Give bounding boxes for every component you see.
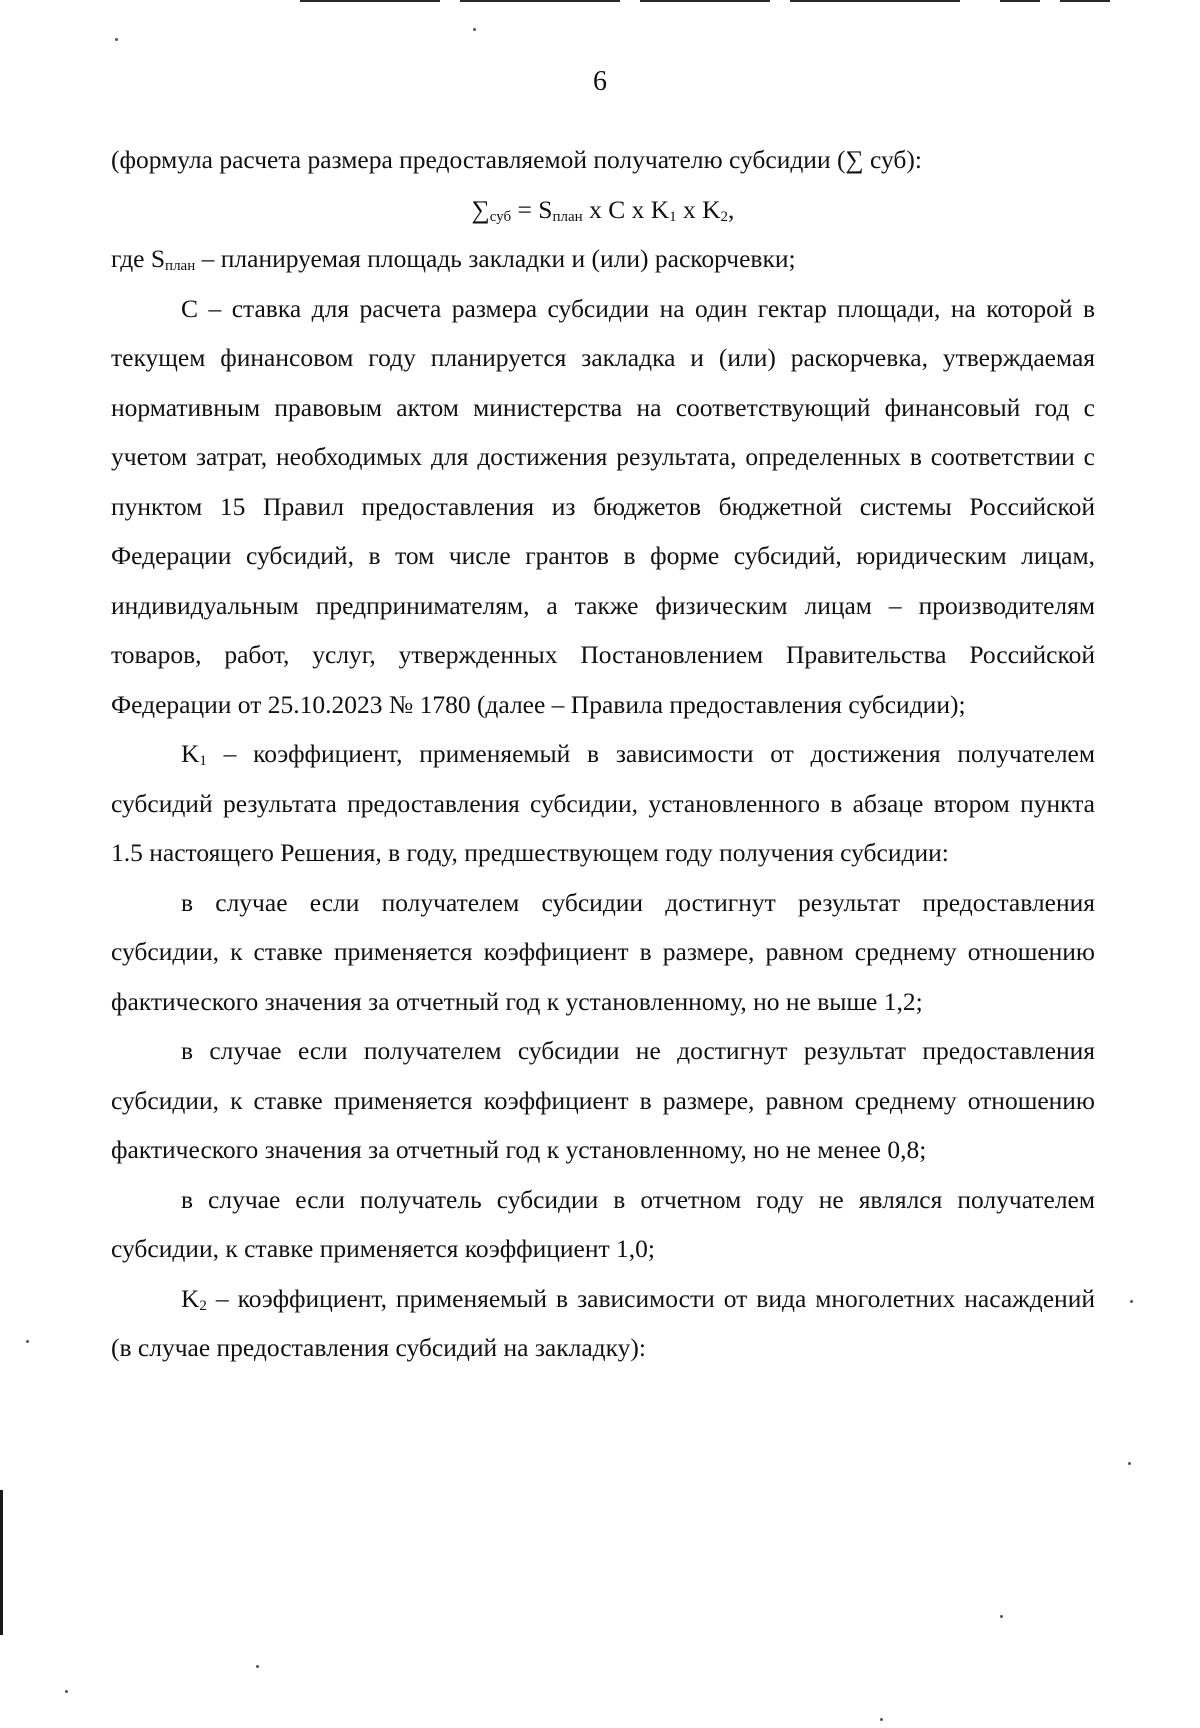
case-not-achieved: в случае если получателем субсидии не достигнут результат предоставления субсидии, к ставке применяется коэффициент в размере, равном среднему отношению фактического значения за отчетный год к установленному, но не менее 0,8; <box>111 1036 1095 1164</box>
sum-subscript: суб <box>489 208 512 225</box>
formula-equation <box>111 185 1095 235</box>
scan-speck <box>1128 1462 1131 1465</box>
scan-speck <box>256 1665 259 1668</box>
case-not-recipient: в случае если получатель субсидии в отчетном году не являлся получателем субсидии, к ставке применяется коэффициент 1,0; <box>111 1184 1095 1263</box>
definition-k2 <box>111 1274 1095 1373</box>
k2-def-subscript: 2 <box>199 1297 207 1314</box>
equation-tail: , <box>728 194 735 224</box>
definition-c: С – ставка для расчета размера субсидии на один гектар площади, на которой в текущем финансовом году планируется закладка и (или) раскорчевка, утверждаемая нормативным правовым актом министерства на соответствующий финансовый год с учетом затрат, необходимых для достижения результата, определенных в соответствии с пунктом 15 Правил предоставления из бюджетов бюджетной системы Российской Федерации субсидий, в том числе грантов в форме субсидий, юридическим лицам, индивидуальным предпринимателям, а также физическим лицам – производителям товаров, работ, услуг, утвержденных Постановлением Правительства Российской Федерации от 25.10.2023 № 1780 (далее – Правила предоставления субсидии); <box>111 293 1095 719</box>
where-subscript: план <box>165 258 196 274</box>
k1-text: – коэффициент, применяемый в зависимости от достижения получателем субсидий результата предоставления субсидии, установленного в абзаце втором пункта 1.5 настоящего Решения, в году, предшествующем году получения субсидии: <box>111 739 1095 867</box>
definition-k1 <box>111 729 1095 878</box>
scan-speck <box>115 38 118 41</box>
k2-text: – коэффициент, применяемый в зависимости от вида многолетних насаждений (в случае предоставления субсидий на закладку): <box>111 1283 1095 1362</box>
scan-speck <box>65 1690 68 1693</box>
where-text: – планируемая площадь закладки и (или) раскорчевки; <box>195 244 796 273</box>
case-achieved: в случае если получателем субсидии достигнут результат предоставления субсидии, к ставке применяется коэффициент в размере, равном среднему отношению фактического значения за отчетный год к установленному, но не выше 1,2; <box>111 887 1095 1016</box>
formula-where <box>111 234 1095 284</box>
equation-part: x C x K <box>582 194 670 224</box>
scan-speck <box>473 28 476 31</box>
scan-left-edge-line <box>0 1490 3 1635</box>
k1-def-subscript: 1 <box>199 753 207 769</box>
equation-part: = S <box>511 194 553 224</box>
where-prefix: где S <box>111 244 166 273</box>
document-body <box>111 135 1095 1373</box>
equation-part: x K <box>676 194 721 224</box>
page-number: 6 <box>593 66 607 97</box>
scan-speck <box>1000 1615 1003 1618</box>
k2-letter: K <box>181 1283 200 1313</box>
sum-symbol: ∑ <box>471 194 490 224</box>
k2-subscript: 2 <box>720 208 729 225</box>
k1-letter: K <box>181 739 200 768</box>
scan-speck <box>1130 1300 1133 1303</box>
scan-speck <box>26 1340 29 1343</box>
area-subscript: план <box>552 208 583 225</box>
formula-intro: (формула расчета размера предоставляемой получателю субсидии (∑ суб): <box>111 145 922 174</box>
scan-top-border <box>0 0 1200 2</box>
scan-speck <box>880 1718 883 1721</box>
k1-subscript: 1 <box>669 208 677 225</box>
